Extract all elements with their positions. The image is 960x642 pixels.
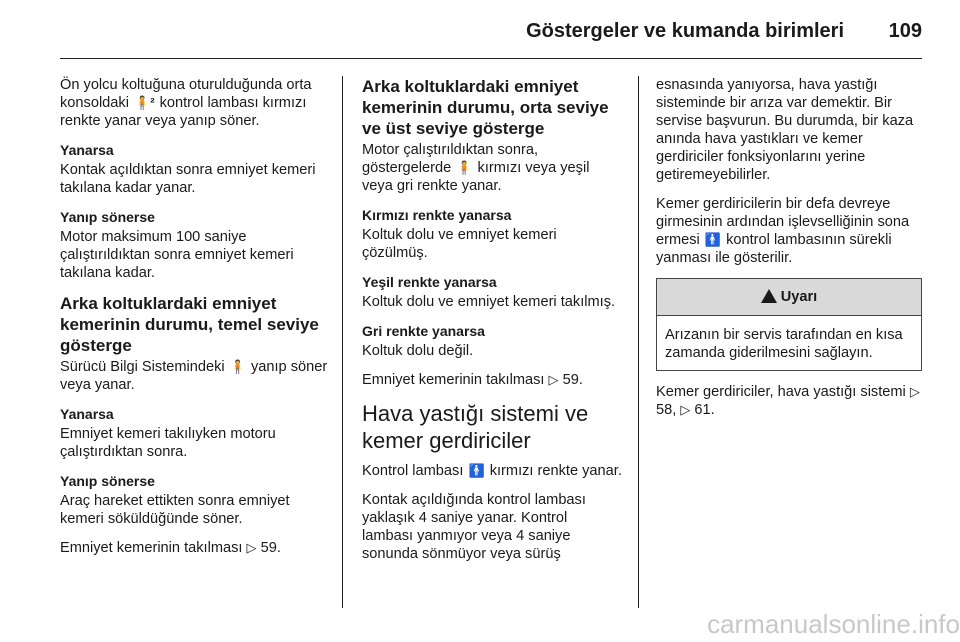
- airbag-icon: 🚹: [468, 463, 485, 478]
- red-text: Koltuk dolu ve emniyet kemeri çözülmüş.: [362, 227, 557, 261]
- column-1: [60, 76, 328, 568]
- warning-text: Arızanın bir servis tarafından en kısa zamanda giderilmesini sağlayın.: [665, 327, 903, 361]
- section-title-mid-upper: Arka koltuklardaki emniyet kemerinin durumu, orta seviye ve üst seviye gösterge: [362, 77, 609, 138]
- column-divider-1: [342, 76, 343, 608]
- page-number: 109: [888, 20, 922, 42]
- warning-title: Uyarı: [780, 289, 818, 305]
- fault-paragraph: esnasında yanıyorsa, hava yastığı sisteminde bir arıza var demektir. Bir servise başvurun. Bu durumda, bir kaza anında hava yastıkları ve kemer gerdiriciler fonksiyonlarını yerine getiremeyebilirler.: [656, 77, 914, 183]
- page-reference[interactable]: Emniyet kemerinin takılması ▷ 59.: [362, 372, 583, 388]
- header-divider: [60, 58, 922, 59]
- page-ref-arrow-icon: ▷: [246, 540, 257, 555]
- warning-header: [657, 279, 921, 316]
- heading-yanarsa-2: Yanarsa: [60, 406, 114, 422]
- page-ref-arrow-icon: ▷: [680, 402, 691, 417]
- yanip-text: Motor maksimum 100 saniye çalıştırıldıktan sonra emniyet kemeri takılana kadar.: [60, 229, 294, 281]
- heading-yanarsa: Yanarsa: [60, 142, 114, 158]
- seatbelt-icon: 🧍: [229, 359, 246, 374]
- mid-upper-paragraph: Motor çalıştırıldıktan sonra, göstergelerde 🧍 kırmızı veya yeşil veya gri renkte yanar.: [362, 142, 590, 194]
- basic-paragraph: Sürücü Bilgi Sistemindeki 🧍 yanıp söner veya yanar.: [60, 359, 328, 393]
- seatbelt-icon: 🧍²: [134, 95, 155, 110]
- heading-red: Kırmızı renkte yanarsa: [362, 207, 512, 223]
- warning-triangle-icon: [761, 289, 777, 303]
- heading-green: Yeşil renkte yanarsa: [362, 274, 497, 290]
- seatbelt-icon: 🧍: [456, 160, 473, 175]
- yanip-2-text: Araç hareket ettikten sonra emniyet kemeri söküldüğünde söner.: [60, 493, 290, 527]
- watermark: carmanualsonline.info: [707, 609, 960, 639]
- column-2: [362, 76, 622, 574]
- yanarsa-2-text: Emniyet kemeri takılıyken motoru çalıştırdıktan sonra.: [60, 426, 276, 460]
- gray-text: Koltuk dolu değil.: [362, 343, 474, 359]
- heading-yanip-sonerse-2: Yanıp sönerse: [60, 473, 155, 489]
- warning-box: [656, 278, 922, 371]
- page-reference[interactable]: Kemer gerdiriciler, hava yastığı sistemi ▷ 58, ▷ 61.: [656, 384, 920, 418]
- page-ref-arrow-icon: ▷: [548, 372, 559, 387]
- pretensioner-paragraph: Kemer gerdiricilerin bir defa devreye girmesinin ardından işlevselliğinin sona ermesi 🚹 kontrol lambasının sürekli yanması ile gösterilir.: [656, 196, 910, 266]
- heading-yanip-sonerse: Yanıp sönerse: [60, 209, 155, 225]
- main-section-title: Hava yastığı sistemi ve kemer gerdiriciler: [362, 401, 589, 453]
- green-text: Koltuk dolu ve emniyet kemeri takılmış.: [362, 294, 616, 310]
- yanarsa-text: Kontak açıldıktan sonra emniyet kemeri takılana kadar yanar.: [60, 162, 316, 196]
- page-title: Göstergeler ve kumanda birimleri: [526, 20, 844, 42]
- page-ref-arrow-icon: ▷: [909, 384, 920, 399]
- page-reference[interactable]: Emniyet kemerinin takılması ▷ 59.: [60, 540, 281, 556]
- airbag-icon: 🚹: [704, 232, 722, 247]
- column-divider-2: [638, 76, 639, 608]
- column-3: [656, 76, 922, 430]
- page-header: [60, 14, 922, 46]
- section-title-basic: Arka koltuklardaki emniyet kemerinin durumu, temel seviye gösterge: [60, 294, 319, 355]
- control-lamp-detail: Kontak açıldığında kontrol lambası yaklaşık 4 saniye yanar. Kontrol lambası yanmıyor veya 4 saniye sonunda sönmüyor veya sürüş: [362, 492, 586, 562]
- control-lamp-paragraph: Kontrol lambası 🚹 kırmızı renkte yanar.: [362, 463, 622, 479]
- intro-paragraph: Ön yolcu koltuğuna oturulduğunda orta konsoldaki 🧍² kontrol lambası kırmızı renkte yanar veya yanıp söner.: [60, 77, 312, 129]
- heading-gray: Gri renkte yanarsa: [362, 323, 485, 339]
